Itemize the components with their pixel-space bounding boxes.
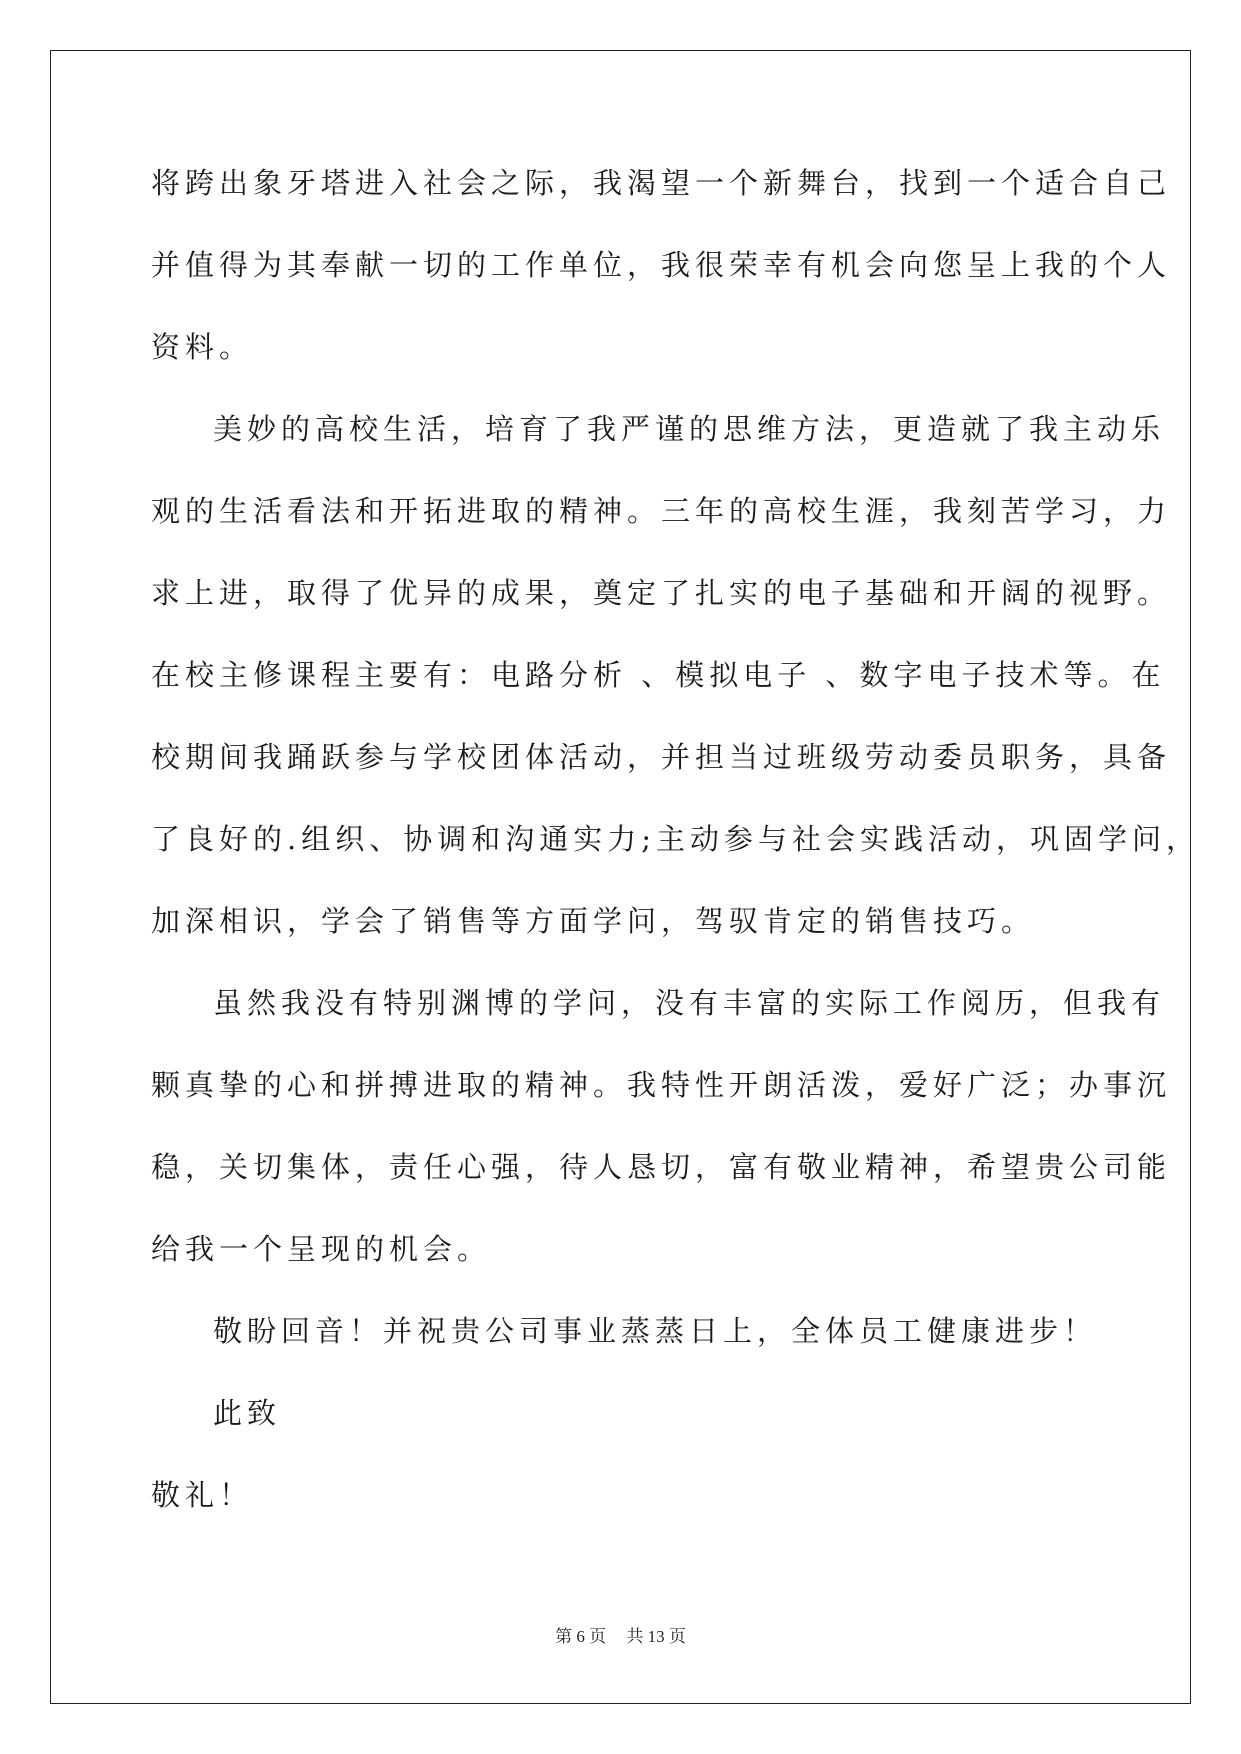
- body-line: 求上进，取得了优异的成果，奠定了扎实的电子基础和开阔的视野。: [151, 576, 1172, 610]
- page-footer: [0, 1622, 1241, 1647]
- page-total: 共 13 页: [626, 1627, 686, 1646]
- page-number: 第 6 页: [555, 1627, 607, 1646]
- body-line: 校期间我踊跃参与学校团体活动，并担当过班级劳动委员职务，具备: [151, 740, 1172, 774]
- body-line: 颗真挚的心和拼搏进取的精神。我特性开朗活泼，爱好广泛；办事沉: [151, 1068, 1172, 1102]
- body-line: 给我一个呈现的机会。: [151, 1232, 492, 1266]
- body-line: 在校主修课程主要有：电路分析 、模拟电子 、数字电子技术等。在: [151, 658, 1166, 692]
- body-line: 观的生活看法和开拓进取的精神。三年的高校生涯，我刻苦学习，力: [151, 494, 1172, 528]
- salutation-line: 此致: [213, 1396, 282, 1430]
- body-line: 资料。: [151, 330, 254, 364]
- body-line: 虽然我没有特别渊博的学问，没有丰富的实际工作阅历，但我有: [213, 986, 1166, 1020]
- closing-line: 敬盼回音！并祝贵公司事业蒸蒸日上，全体员工健康进步！: [213, 1314, 1098, 1348]
- salutation-line: 敬礼！: [151, 1478, 254, 1512]
- body-line: 加深相识，学会了销售等方面学问，驾驭肯定的销售技巧。: [151, 904, 1036, 938]
- body-line: 稳，关切集体，责任心强，待人恳切，富有敬业精神，希望贵公司能: [151, 1150, 1172, 1184]
- body-line: 将跨出象牙塔进入社会之际，我渴望一个新舞台，找到一个适合自己: [151, 166, 1172, 200]
- body-line: 并值得为其奉献一切的工作单位，我很荣幸有机会向您呈上我的个人: [151, 248, 1172, 282]
- body-line: 了良好的.组织、协调和沟通实力;主动参与社会实践活动，巩固学问，: [151, 822, 1200, 856]
- document-body: [151, 163, 1200, 1557]
- body-line: 美妙的高校生活，培育了我严谨的思维方法，更造就了我主动乐: [213, 412, 1166, 446]
